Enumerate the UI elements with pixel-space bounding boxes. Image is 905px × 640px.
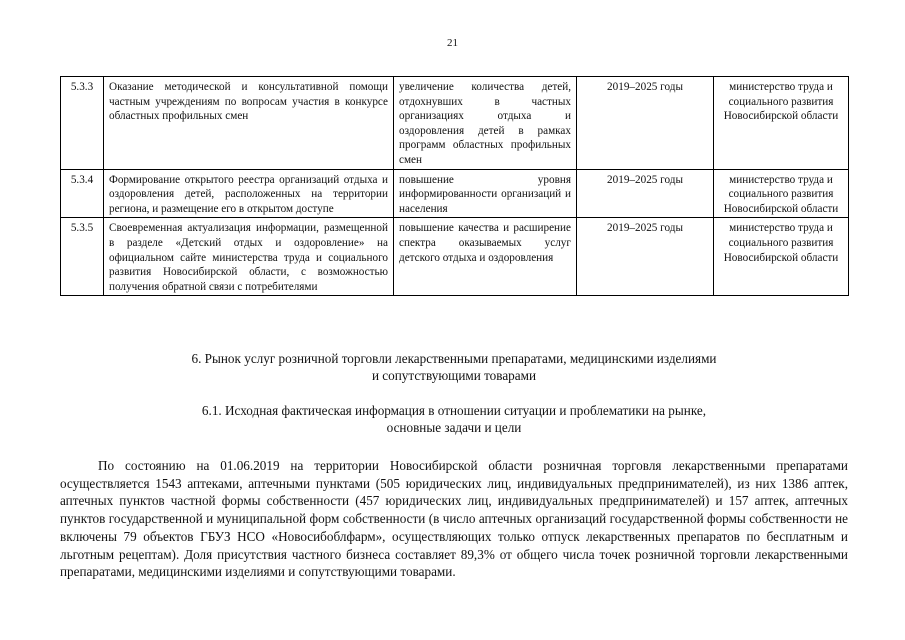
term-cell: 2019–2025 годы [577,218,714,296]
section-6-heading [60,350,848,384]
table-row [61,218,849,296]
responsible-cell: министерство труда и социального развития Новосибирской области [714,77,849,170]
row-number: 5.3.5 [61,218,104,296]
result-cell: увеличение количества детей, отдохнувших в частных организациях отдыха и оздоровления детей в рамках программ областных профильных смен [394,77,577,170]
term-cell: 2019–2025 годы [577,77,714,170]
section-6-heading-line-1: 6. Рынок услуг розничной торговли лекарственными препаратами, медицинскими изделиями [191,351,717,366]
page-number: 21 [447,37,458,49]
body-paragraph: По состоянию на 01.06.2019 на территории Новосибирской области розничная торговля лекарственными препаратами осуществляется 1543 аптеками, аптечными пунктами (505 юридических лиц, индивидуальных предпринимателей), из них 1386 аптек, аптечных пунктов частной формы собственности (457 юридических лиц, индивидуальных предпринимателей) и 157 аптек, аптечных пунктов государственной и муниципальной форм собственности (в число аптечных организаций государственной формы собственности не включены 79 объектов ГБУЗ НСО «Новосибоблфарм», осуществляющих только отпуск лекарственных препаратов по бесплатным и льготным рецептам). Доля присутствия частного бизнеса составляет 89,3% от общего числа точек розничной торговли лекарственными препаратами, медицинскими изделиями и сопутствующими товарами. [60,458,848,580]
activity-cell: Оказание методической и консультативной помощи частным учреждениям по вопросам участия в конкурсе областных профильных смен [104,77,394,170]
result-cell: повышение уровня информированности организаций и населения [394,169,577,218]
section-6-1-heading [60,402,848,436]
responsible-cell: министерство труда и социального развития Новосибирской области [714,169,849,218]
table-row [61,77,849,170]
section-6-heading-line-2: и сопутствующими товарами [371,368,537,383]
row-number: 5.3.4 [61,169,104,218]
term-cell: 2019–2025 годы [577,169,714,218]
row-number: 5.3.3 [61,77,104,170]
responsible-cell: министерство труда и социального развития Новосибирской области [714,218,849,296]
measures-table [60,76,849,296]
activity-cell: Своевременная актуализация информации, размещенной в разделе «Детский отдых и оздоровление» на официальном сайте министерства труда и социального развития Новосибирской области, с возможностью получения обратной связи с потребителями [104,218,394,296]
activity-cell: Формирование открытого реестра организаций отдыха и оздоровления детей, расположенных на территории региона, и размещение его в открытом доступе [104,169,394,218]
section-6-1-heading-line-2: основные задачи и цели [386,420,522,435]
result-cell: повышение качества и расширение спектра оказываемых услуг детского отдыха и оздоровления [394,218,577,296]
section-6-1-heading-line-1: 6.1. Исходная фактическая информация в отношении ситуации и проблематики на рынке, [201,403,707,418]
table-row [61,169,849,218]
